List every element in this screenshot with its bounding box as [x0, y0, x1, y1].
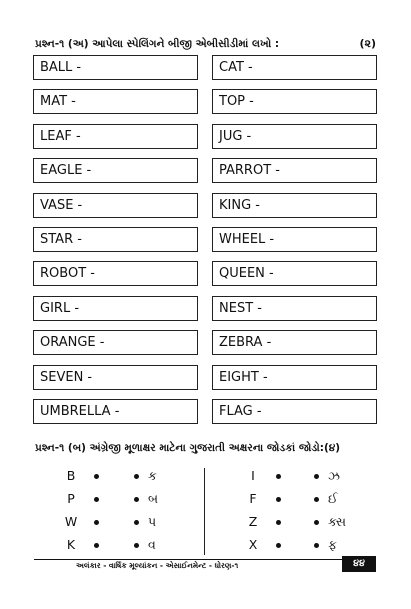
match-row — [242, 465, 360, 487]
question-1b-title: પ્રશ્ન-૧ (બ) અંગ્રેજી મૂળાક્ષર માટેના ગુજરાતી અક્ષરના જોડકાં જોડો:(૪) — [35, 442, 341, 454]
match-dot[interactable] — [134, 543, 139, 548]
word-box[interactable]: QUEEN - — [212, 261, 377, 286]
word-box[interactable]: EIGHT - — [212, 365, 377, 390]
word-box[interactable]: LEAF - — [33, 124, 198, 149]
match-dot[interactable] — [276, 474, 281, 479]
left-word-column — [33, 55, 198, 433]
word-box[interactable]: CAT - — [212, 55, 377, 80]
word-box[interactable]: FLAG - — [212, 399, 377, 424]
match-dot[interactable] — [94, 497, 99, 502]
question-1a-title: પ્રશ્ન-૧ (અ) આપેલા સ્પેલિંગને બીજી એબીસીડીમાં લખો : — [35, 38, 280, 50]
gujarati-letter: ક્સ — [328, 514, 347, 529]
english-letter: K — [66, 537, 76, 552]
word-box[interactable]: STAR - — [33, 227, 198, 252]
question-1a-marks: (૨) — [359, 37, 376, 50]
match-dot[interactable] — [94, 520, 99, 525]
match-dot[interactable] — [276, 543, 281, 548]
gujarati-letter: ઝ — [328, 468, 340, 483]
match-dot[interactable] — [276, 520, 281, 525]
gujarati-letter: વ — [148, 537, 156, 552]
match-dot[interactable] — [314, 474, 319, 479]
match-dot[interactable] — [314, 543, 319, 548]
word-box[interactable]: VASE - — [33, 193, 198, 218]
match-row — [60, 534, 204, 556]
footer-rule — [34, 559, 344, 560]
footer-text: અલંકાર - વાર્ષિક મૂલ્યાંકન - એસાઈનમેન્ટ - ધોરણ-૧ — [76, 561, 239, 570]
page-number: ૪૪ — [342, 556, 376, 572]
word-box[interactable]: ZEBRA - — [212, 330, 377, 355]
gujarati-letter: ક — [148, 468, 157, 483]
word-box[interactable]: MAT - — [33, 89, 198, 114]
english-letter: P — [67, 491, 75, 506]
word-box[interactable]: SEVEN - — [33, 365, 198, 390]
gujarati-letter: ઈ — [328, 491, 338, 506]
word-box[interactable]: JUG - — [212, 124, 377, 149]
english-letter: B — [66, 468, 76, 483]
column-divider — [204, 468, 205, 555]
right-word-column — [212, 55, 377, 433]
match-row — [242, 488, 360, 510]
match-row — [60, 488, 204, 510]
word-box[interactable]: WHEEL - — [212, 227, 377, 252]
match-dot[interactable] — [134, 520, 139, 525]
match-dot[interactable] — [94, 474, 99, 479]
match-dot[interactable] — [94, 543, 99, 548]
word-box[interactable]: BALL - — [33, 55, 198, 80]
word-box[interactable]: PARROT - — [212, 158, 377, 183]
word-box[interactable]: UMBRELLA - — [33, 399, 198, 424]
matching-exercise — [60, 465, 360, 557]
match-dot[interactable] — [134, 497, 139, 502]
match-row — [242, 534, 360, 556]
word-box[interactable]: TOP - — [212, 89, 377, 114]
match-dot[interactable] — [134, 474, 139, 479]
english-letter: I — [251, 468, 255, 483]
match-row — [60, 465, 204, 487]
match-row — [60, 511, 204, 533]
word-box[interactable]: GIRL - — [33, 296, 198, 321]
word-box[interactable]: ROBOT - — [33, 261, 198, 286]
english-letter: F — [249, 491, 257, 506]
match-dot[interactable] — [276, 497, 281, 502]
match-dot[interactable] — [314, 520, 319, 525]
match-row — [242, 511, 360, 533]
gujarati-letter: પ — [148, 514, 157, 529]
word-box[interactable]: ORANGE - — [33, 330, 198, 355]
gujarati-letter: બ — [148, 491, 159, 506]
word-box[interactable]: EAGLE - — [33, 158, 198, 183]
match-dot[interactable] — [314, 497, 319, 502]
english-letter: X — [248, 537, 258, 552]
english-letter: W — [64, 514, 78, 529]
word-box[interactable]: KING - — [212, 193, 377, 218]
english-letter: Z — [248, 514, 258, 529]
word-box[interactable]: NEST - — [212, 296, 377, 321]
page-footer — [34, 559, 376, 573]
question-1a-header — [35, 36, 378, 54]
gujarati-letter: ફ — [328, 537, 337, 552]
